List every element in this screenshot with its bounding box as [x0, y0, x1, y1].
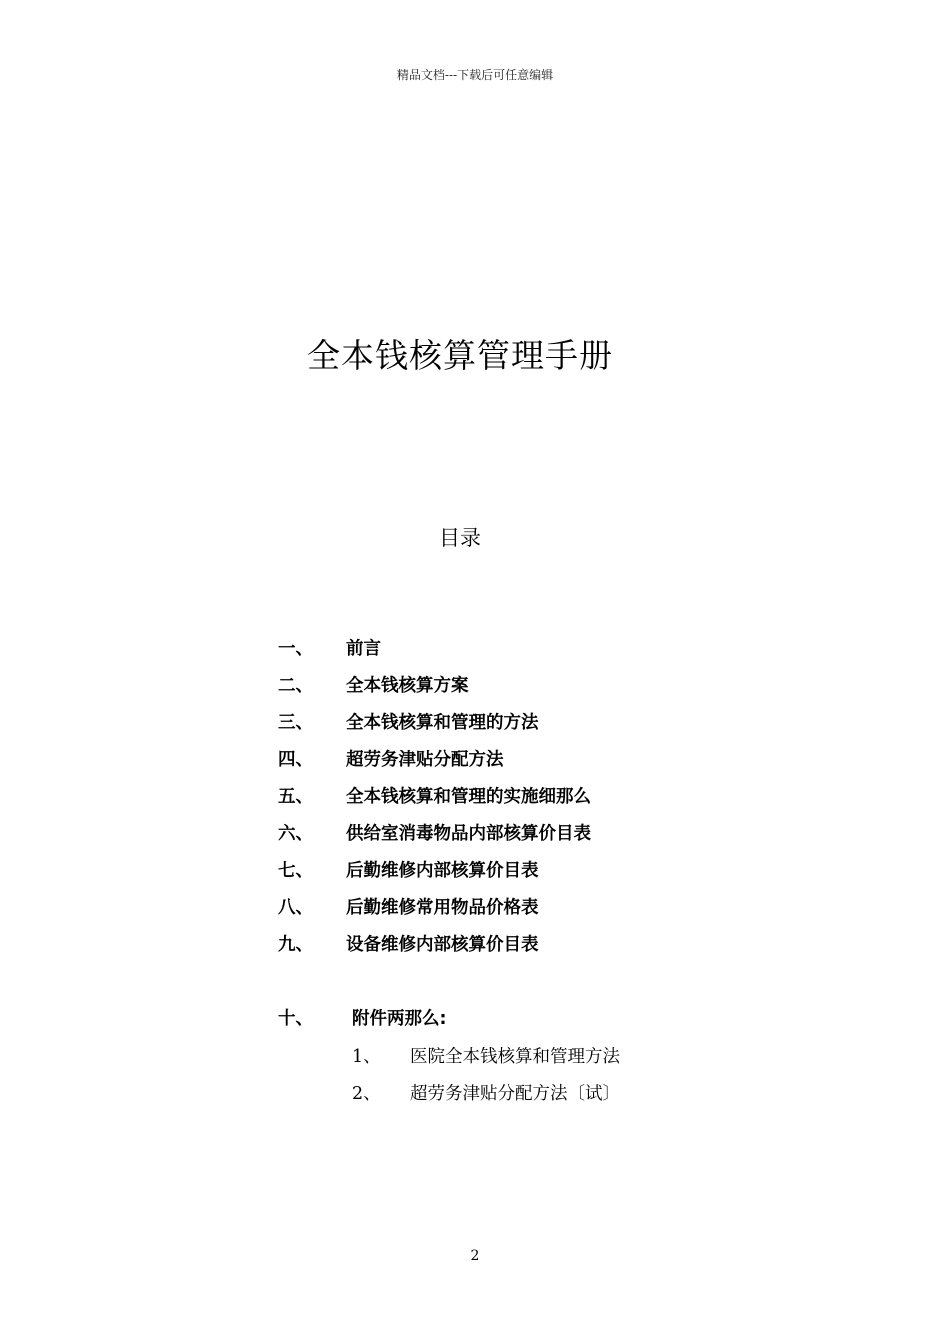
toc-item-label: 前言	[346, 639, 381, 659]
toc-item-number: 二、	[278, 676, 313, 696]
toc-item[interactable]	[278, 858, 838, 884]
toc-item[interactable]	[278, 710, 838, 736]
appendix-item[interactable]	[352, 1081, 832, 1107]
toc-item[interactable]	[278, 895, 838, 921]
toc-item-number: 十、	[278, 1009, 313, 1029]
toc-item[interactable]	[278, 784, 838, 810]
toc-item[interactable]	[278, 932, 838, 958]
toc-item-label: 超劳务津贴分配方法	[346, 750, 504, 770]
toc-item-label: 全本钱核算方案	[346, 676, 469, 696]
toc-item-number: 五、	[278, 787, 313, 807]
toc-item[interactable]	[278, 673, 838, 699]
toc-item-label: 后勤维修内部核算价目表	[346, 861, 539, 881]
toc-item-number: 一、	[278, 639, 313, 659]
toc-item-label: 附件两那么:	[352, 1009, 447, 1029]
appendix-item[interactable]	[352, 1044, 832, 1070]
toc-item[interactable]	[278, 747, 838, 773]
toc-item-number: 三、	[278, 713, 313, 733]
toc-item-label: 后勤维修常用物品价格表	[346, 898, 539, 918]
toc-item-label: 设备维修内部核算价目表	[346, 935, 539, 955]
appendix-item-label: 医院全本钱核算和管理方法	[410, 1047, 620, 1067]
toc-item-label: 全本钱核算和管理的方法	[346, 713, 539, 733]
toc-item-number: 九、	[278, 935, 313, 955]
appendix-item-number: 2、	[352, 1084, 381, 1104]
toc-item-number: 七、	[278, 861, 313, 881]
toc-item[interactable]	[278, 821, 838, 847]
document-title: 全本钱核算管理手册	[307, 336, 613, 375]
toc-item-number: 四、	[278, 750, 313, 770]
toc-item-label: 全本钱核算和管理的实施细那么	[346, 787, 591, 807]
toc-item[interactable]	[278, 1006, 838, 1032]
page-header: 精品文档---下载后可任意编辑	[396, 68, 554, 82]
page-number: 2	[470, 1248, 480, 1264]
toc-heading: 目录	[439, 526, 481, 550]
toc-item[interactable]	[278, 636, 838, 662]
toc-item-number: 八、	[278, 898, 313, 918]
appendix-item-number: 1、	[352, 1047, 381, 1067]
toc-item-label: 供给室消毒物品内部核算价目表	[346, 824, 591, 844]
appendix-item-label: 超劳务津贴分配方法〔试〕	[410, 1084, 620, 1104]
toc-item-number: 六、	[278, 824, 313, 844]
